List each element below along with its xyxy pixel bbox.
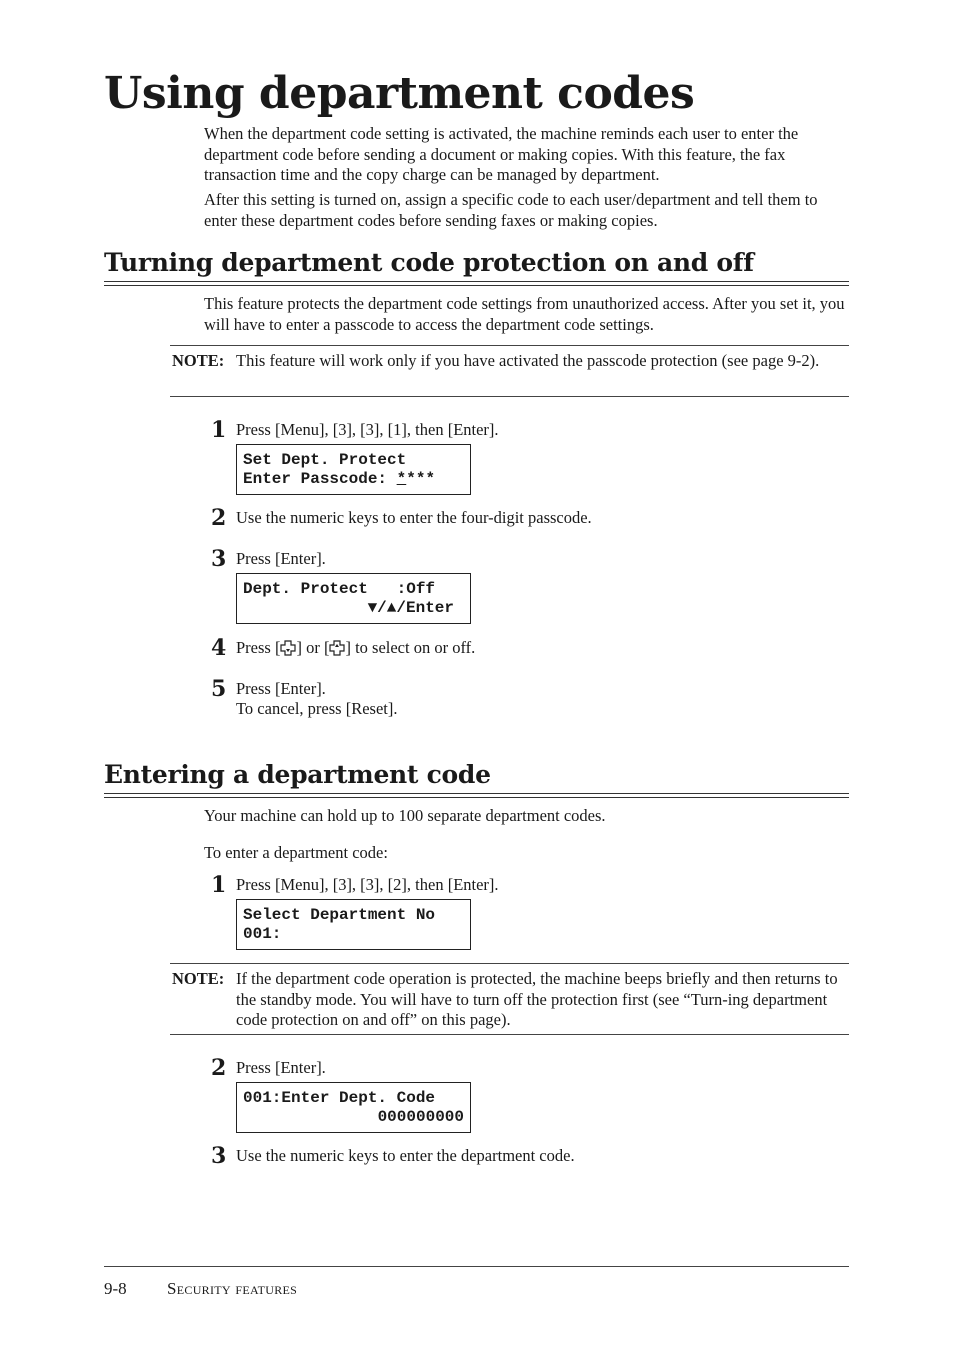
note-text: If the department code operation is protected, the machine beeps briefly and then returns to the standby mode. You will have to turn off the protection first (see “Turn-ing department code protection on and off” on this page).: [236, 969, 838, 1029]
footer-section-title: Security features: [167, 1279, 298, 1298]
step-number: 1: [211, 872, 227, 898]
note-label: NOTE:: [172, 969, 225, 988]
section2-paragraph-2: To enter a department code:: [204, 843, 388, 862]
step-number: 5: [211, 676, 227, 702]
section1-paragraph: This feature protects the department code settings from unauthorized access. After you set it, you will have to enter a passcode to access the department code settings.: [204, 294, 845, 334]
lcd-line: 001:: [243, 924, 282, 943]
step-text: Press [Enter].: [236, 1058, 326, 1077]
note-divider-top: [170, 963, 849, 964]
section-rule: [104, 793, 849, 798]
lcd-line: 001:Enter Dept. Code: [243, 1089, 436, 1107]
down-arrow-key-icon: [280, 640, 296, 656]
lcd-display-enter-code: [236, 1082, 471, 1133]
step-text-part: ] or [: [296, 638, 330, 657]
note-divider-top: [170, 345, 849, 346]
step-text-part: Press [: [236, 638, 281, 657]
footer-divider: [104, 1266, 849, 1267]
lcd-line: 000000000: [377, 1107, 464, 1126]
lcd-text: Enter Passcode:: [243, 469, 397, 488]
step-text: Press [Menu], [3], [3], [1], then [Enter].: [236, 420, 499, 439]
lcd-cursor: *: [396, 469, 407, 488]
lcd-line: Dept. Protect :Off: [243, 580, 436, 598]
page-title: Using department codes: [104, 68, 695, 119]
lcd-line: Set Dept. Protect: [243, 451, 407, 469]
lcd-display-protect: [236, 573, 471, 624]
step-number: 3: [211, 546, 227, 572]
note-divider-bottom: [170, 396, 849, 397]
lcd-line: Select Department No: [243, 906, 436, 924]
section-heading-protection: Turning department code protection on and off: [104, 248, 754, 277]
step-text: Press [Enter].: [236, 549, 326, 568]
lcd-text: ***: [406, 469, 436, 488]
step-text: [236, 638, 475, 659]
step-number: 3: [211, 1143, 227, 1169]
intro-paragraph-1: When the department code setting is activated, the machine reminds each user to enter the department code before sending a document or making copies. With this feature, the fax transaction time and the copy charge can be managed by department.: [204, 124, 799, 184]
lcd-display-select-dept: [236, 899, 471, 950]
up-arrow-key-icon: [329, 640, 345, 656]
page-number: 9-8: [104, 1279, 127, 1298]
section2-paragraph-1: Your machine can hold up to 100 separate department codes.: [204, 806, 606, 825]
note-text: This feature will work only if you have activated the passcode protection (see page 9-2).: [236, 351, 820, 370]
step-text-part: ] to select on or off.: [345, 638, 476, 657]
step-text: Press [Menu], [3], [3], [2], then [Enter].: [236, 875, 499, 894]
intro-paragraph-2: After this setting is turned on, assign a specific code to each user/department and tell them to enter these department codes before sending faxes or making copies.: [204, 190, 818, 230]
step-text: Use the numeric keys to enter the department code.: [236, 1146, 575, 1165]
step-number: 2: [211, 505, 227, 531]
lcd-display-passcode: [236, 444, 471, 495]
section-heading-entering: Entering a department code: [104, 760, 491, 789]
step-text-cancel: To cancel, press [Reset].: [236, 699, 398, 718]
lcd-line: ▼/▲/Enter: [367, 598, 454, 617]
note-divider-bottom: [170, 1034, 849, 1035]
step-number: 4: [211, 635, 227, 661]
section-rule: [104, 281, 849, 286]
step-text: Press [Enter].: [236, 679, 326, 698]
step-number: 1: [211, 417, 227, 443]
note-label: NOTE:: [172, 351, 225, 370]
step-number: 2: [211, 1055, 227, 1081]
step-text: Use the numeric keys to enter the four-digit passcode.: [236, 508, 592, 527]
lcd-line: [243, 470, 464, 489]
